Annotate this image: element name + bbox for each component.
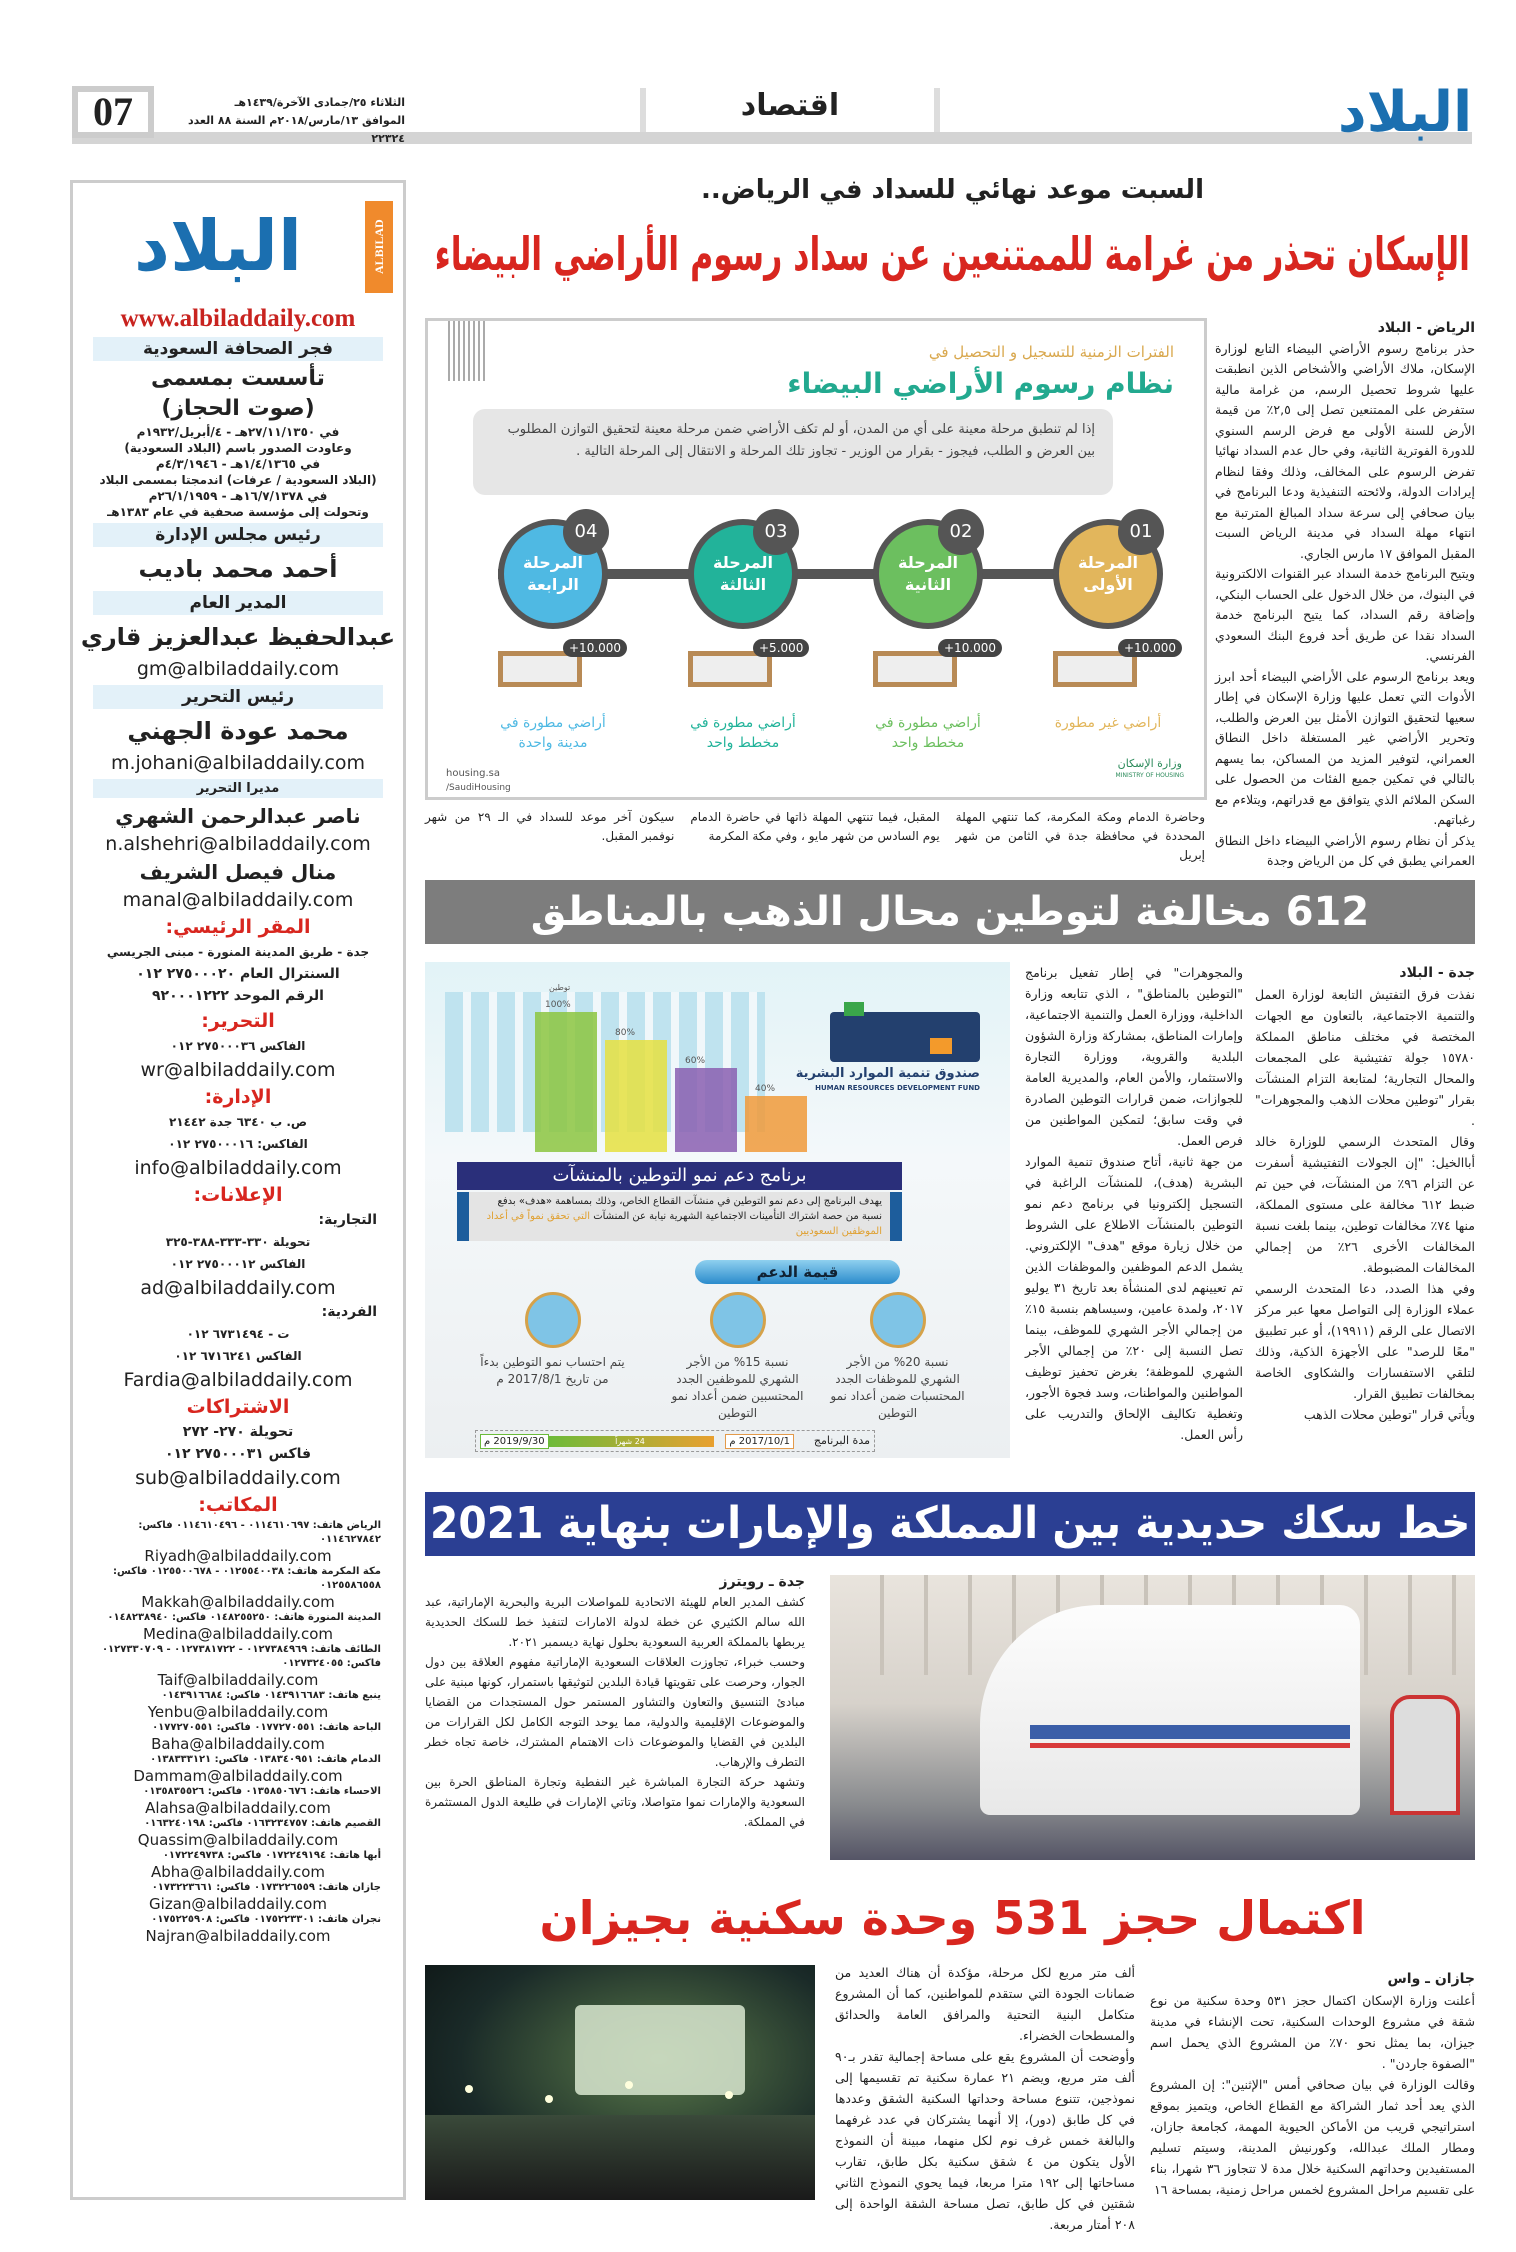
growth-bar bbox=[675, 1068, 737, 1152]
history: في ٢٧/١١/١٣٥٠هـ - ٤/أبريل/١٩٣٢م وعاودت الصدور باسم (البلاد السعودية) في ١/٤/١٣٦٥هـ - ٤/٣/١٩٤٦م (البلاد السعودية / عرفات) اندمجتا بمسمى البلاد في ١٦/٧/١٣٧٨هـ - ٢٦/١/١٩٥٩م وتحولت إلى مؤسسة صحفية في عام ١٣٨٣هـ bbox=[99, 425, 377, 519]
email-link[interactable]: info@albiladdaily.com bbox=[134, 1157, 342, 1179]
office-email[interactable]: Quassim@albiladdaily.com bbox=[137, 1831, 339, 1849]
area-badge: +10.000 bbox=[1118, 639, 1182, 657]
article3-headline: خط سكك حديدية بين المملكة والإمارات بنهاية 2021 bbox=[429, 1498, 1471, 1549]
calendar-icon bbox=[525, 1292, 581, 1348]
ministry-logo: وزارة الإسكان MINISTRY OF HOUSING bbox=[1115, 757, 1184, 779]
article2-col1: جدة - البلاد نفذت فرق التفتيش التابعة لوزارة العمل والتنمية الاجتماعية، بالتعاون مع الجهات المختصة في مختلف مناطق المملكة ١٥٧٨٠ جولة تفتيشية على المجمعات والمحال التجارية؛ لمتابعة التزام المنشآت بقرار "توطين محلات الذهب والمجوهرات" . وقال المتحدث الرسمي للوزارة خالد أباالخيل: "إن الجولات التفتيشية أسفرت عن التزام ٩٦٪ من المنشآت، في حين تم ضبط ٦١٢ مخالفة على مستوى المملكة، منها ٧٤٪ مخالفات توطين، بينما بلغت نسبة المخالفات الأخرى ٢٦٪ من إجمالي المخالفات المضبوطة. وفي هذا الصدد، دعا المتحدث الرسمي عملاء الوزارة إلى التواصل معها عبر مركز الاتصال على الرقم (١٩٩١١)، أو عبر تطبيق "معًا للرصد" على الأجهزة الذكية، وذلك لتلقي الاستفسارات والشكاوى الخاصة بمخالفات تطبيق القرار. ويأتي قرار "توطين محلات الذهب bbox=[1255, 965, 1475, 1422]
issue-date: الثلاثاء ٢٥/جمادى الآخرة/١٤٣٩هـ الموافق ١٣/مارس/٢٠١٨م السنة ٨٨ العدد ٢٢٣٢٤ bbox=[187, 96, 405, 145]
office-email[interactable]: Riyadh@albiladdaily.com bbox=[144, 1547, 332, 1565]
land-type: أراضي مطورة في مخطط واحد bbox=[690, 715, 796, 751]
email-link[interactable]: ad@albiladdaily.com bbox=[140, 1277, 336, 1299]
office-email[interactable]: Gizan@albiladdaily.com bbox=[149, 1895, 327, 1913]
website-link[interactable]: www.albiladdaily.com bbox=[120, 305, 356, 332]
office-phone: نجران هاتف: ٠١٧٥٢٢٣٣٠١ فاكس: ٠١٧٥٢٢٥٩٠٨ bbox=[151, 1914, 381, 1925]
office-phone: جازان هاتف: ٠١٧٣٢٢٦٥٥٩ فاكس: ٠١٧٣٢٢٣٦٦١ bbox=[151, 1882, 381, 1893]
office-phone: الدمام هاتف: ٠١٣٨٣٤٠٩٥١ فاكس: ٠١٣٨٣٣٣١٢١ bbox=[150, 1754, 381, 1765]
support-item: نسبة 15% من الأجر الشهري للموظفين الجدد المحتسبين ضمن أعداد نمو التوطين bbox=[671, 1355, 804, 1420]
phase-circle: المرحلة الرابعة bbox=[498, 519, 608, 629]
bar-label: 60% bbox=[685, 1056, 706, 1066]
office-email[interactable]: Taif@albiladdaily.com bbox=[157, 1671, 319, 1689]
email-link[interactable]: manal@albiladdaily.com bbox=[122, 889, 354, 911]
office-phone: أبها هاتف: ٠١٧٢٢٤٩١٩٤ فاكس: ٠١٧٢٢٤٩٧٣٨ bbox=[162, 1850, 381, 1861]
office-email[interactable]: Dammam@albiladdaily.com bbox=[133, 1767, 343, 1785]
tagline: فجر الصحافة السعودية bbox=[93, 337, 383, 361]
program-duration: مدة البرنامج 2017/10/1 م 24 شهراً 2019/9/30 م bbox=[475, 1430, 875, 1452]
office-phone: الرياض هاتف: ٠١١٤٦١٠٦٩٧ - ٠١١٤٦١٠٤٩٦ فاكس: ٠١١٤٦٢٧٨٤٢ bbox=[138, 1520, 381, 1545]
email-link[interactable]: m.johani@albiladdaily.com bbox=[110, 752, 366, 774]
article3-body: جدة ـ رويترز كشف المدير العام للهيئة الاتحادية للمواصلات البرية والبحرية الإماراتية، عبد الله سالم الكثيري عن خطة لدولة الامارات لتنفيذ خط للسكك الحديدية يربطها بالمملكة العربية السعودية بحلول نهاية ديسمبر ٢٠٢١. وحسب خبراء، تجاوزت العلاقات السعودية الإماراتية مفهوم العلاقة بين دول الجوار، وحرصت على تقويتها قيادة البلدين لتوثيقها باستمرار، كونها مبنية على مبادئ التنسيق والتعاون والتشاور المستمر حول المستجدات من القضايا والموضوعات الإقليمية والدولية، مما يوحد التوجه الكامل لكل القرارات من البلدين في القضايا والموضوعات ذات الاهتمام المشترك، خاصة تجاه خطر التطرف والإرهاب. وتشهد حركة التجارة المباشرة غير النفطية وتجارة المناطق الحرة بين السعودية والإمارات نموا متواصلا، وتاتي الإمارات في طليعة الدول المستثمرة في المملكة. bbox=[425, 1574, 805, 1829]
train-icon bbox=[980, 1605, 1360, 1815]
train-photo bbox=[830, 1575, 1475, 1860]
area-badge: +10.000 bbox=[563, 639, 627, 657]
hrdf-logo-icon bbox=[830, 1012, 980, 1062]
office-email[interactable]: Alahsa@albiladdaily.com bbox=[145, 1799, 331, 1817]
bar-caption: توطين bbox=[549, 983, 571, 992]
article4-headline-box bbox=[430, 1886, 1475, 1950]
decor-icon bbox=[448, 321, 488, 381]
office-email[interactable]: Makkah@albiladdaily.com bbox=[141, 1593, 335, 1611]
hrdf-infographic: 100% 80% 60% 40% توطين صندوق تنمية الموارد البشرية HUMAN RESOURCES DEVELOPMENT FUND برنامج دعم نمو التوطين بالمنشآت يهدف البرنامج إلى دعم نمو التوطين في منشآت القطاع الخاص، وذلك بمساهمة «هدف» بدفع نسبة من حصة اشتراك التأمينات الاجتماعية الشهرية نيابة عن المنشآت التي تحقق نمواً في أعداد الموظفين السعوديين قيمة الدعم نسبة 20% من الأجر الشهري للموظفات الجدد المحتسبات ضمن أعداد نمو التوطين نسبة 15% من الأجر الشهري للموظفين الجدد المحتسبين ضمن أعداد نمو التوطين يتم احتساب نمو التوطين بدءاً من تاريخ 2017/8/1 م مدة البرنامج 2017/10/1 م 24 شهراً 2019/9/30 م bbox=[425, 962, 1010, 1458]
office-email[interactable]: Baha@albiladdaily.com bbox=[151, 1735, 325, 1753]
note-box: إذا لم تنطبق مرحلة معينة على أي من المدن، أو لم تكف الأراضي ضمن مرحلة معينة لتحقيق التوازن المطلوب بين العرض و الطلب، فيجوز - بقرار من الوزير - تجاوز تلك المرحلة و الانتقال إلى المرحلة التالية . bbox=[473, 409, 1113, 495]
growth-bar bbox=[535, 1012, 597, 1152]
growth-bar bbox=[745, 1096, 807, 1152]
support-item: نسبة 20% من الأجر الشهري للموظفات الجدد المحتسبات ضمن أعداد نمو التوطين bbox=[830, 1355, 965, 1420]
office-email[interactable]: Najran@albiladdaily.com bbox=[145, 1927, 331, 1945]
office-phone: ينبع هاتف: ٠١٤٣٩١٦٦٨٣ فاكس: ٠١٤٣٩١٦٦٨٤ bbox=[161, 1690, 381, 1701]
phase-circle: المرحلة الثانية bbox=[873, 519, 983, 629]
page-number: 07 bbox=[72, 86, 154, 138]
article4-col2: ألف متر مربع لكل مرحلة، مؤكدة أن هناك العديد من ضمانات الجودة التي ستقدم للمواطنين، كما أن المشروع متكامل البنية التحتية والمرافق العامة والحدائق والمسطحات الخضراء. وأوضحت أن المشروع يقع على مساحة إجمالية تقدر بـ٩٠ ألف متر مربع، ويضم ٢١ عمارة سكنية تم تقسيمها إلى نموذجين، تتنوع مساحة وحداتها السكنية الشقق وعددها في كل طابق (دور)، إلا أنهما يشتركان في عدد غرفهما والبالغة خمس غرف نوم لكل منهما، مبينة أن النموذج الأول يتكون من ٤ شقق سكنية بكل طابق، تقارب مساحاتها إلى ١٩٢ مترا مربعا، فيما يحوي النموذج الثاني شقتين في كل طابق، تصل مساحة الشقة الواحدة إلى ٢٠٨ أمتار مربعة. bbox=[835, 1965, 1135, 2232]
office-email[interactable]: Abha@albiladdaily.com bbox=[150, 1863, 325, 1881]
support-item: يتم احتساب نمو التوطين بدءاً من تاريخ 2017/8/1 م bbox=[480, 1355, 625, 1386]
bar-label: 100% bbox=[545, 1000, 571, 1010]
email-link[interactable]: n.alshehri@albiladdaily.com bbox=[105, 833, 371, 855]
masthead-logo: البلاد bbox=[1337, 80, 1473, 145]
article4-headline: اكتمال حجز 531 وحدة سكنية بجيزان bbox=[539, 1891, 1366, 1945]
male-employee-icon bbox=[710, 1292, 766, 1348]
office-phone: الاحساء هاتف: ٠١٣٥٨٥٠٦٧٦ فاكس: ٠١٣٥٨٣٥٥٢٦ bbox=[143, 1786, 381, 1797]
article1-continued: وحاضرة الدمام ومكة المكرمة، كما تنتهي المهلة المحددة في محافظة جدة في الثامن من شهر إبريل المقبل، فيما تنتهي المهلة ذاتها في حاضرة الدمام يوم السادس من شهر مايو ، وفي مكة المكرمة سيكون آخر موعد للسداد في الـ ٢٩ من شهر نوفمبر المقبل. bbox=[425, 810, 1205, 862]
office-phone: الباحة هاتف: ٠١٧٧٢٧٠٥٥١ فاكس: ٠١٧٧٢٧٠٥٥١ bbox=[152, 1722, 381, 1733]
article2-col2: والمجوهرات" في إطار تفعيل برنامج "التوطين بالمناطق" ، الذي تتابعه وزارة الداخلية، ووزارة العمل والتنمية الاجتماعية، وإمارات المناطق، بمشاركة وزارة الشؤون البلدية والقروية، ووزارة التجارة والاستثمار، والأمن العام، والمديرية العامة للجوازات، ضمن قرارات التوطين الصادرة في وقت سابق؛ لتمكين المواطنين من فرص العمل. من جهة ثانية، أتاح صندوق تنمية الموارد البشرية (هدف)، للمنشآت الراغبة في التسجيل إلكترونيا في برنامج دعم نمو التوطين بالمنشآت الاطلاع على الشروط من خلال زيارة موقع "هدف" الإلكتروني. يشمل الدعم الموظفين والموظفات الذين تم تعيينهم لدى المنشأة بعد تاريخ ٣١ يوليو ٢٠١٧، ولمدة عامين، وسيساهم بنسبة ١٥٪ من إجمالي الأجر الشهري للموظف، بينما تصل النسبة إلى ٢٠٪ من إجمالي الأجر الشهري للموظفة؛ بغرض تحفيز توظيف المواطنين والمواطنات، وسد فجوة الأجور، وتغطية تكاليف الإلحاق والتدريب على رأس العمل. bbox=[1025, 965, 1243, 1442]
article3-headline-box bbox=[425, 1492, 1475, 1556]
section-title: اقتصاد bbox=[640, 88, 940, 132]
area-badge: +5.000 bbox=[753, 639, 809, 657]
office-phone: الطائف هاتف: ٠١٢٧٣٨٤٩٦٩ - ٠١٢٧٣٨١٧٢٢ - ٠١٢٧٣٣٠٧٠٩ فاكس: ٠١٢٧٣٢٤٠٥٥ bbox=[101, 1644, 381, 1669]
office-phone: مكة المكرمة هاتف: ٠١٢٥٥٤٠٠٣٨ - ٠١٢٥٥٠٠٦٧٨ فاكس: ٠١٢٥٥٨٦٥٥٨ bbox=[113, 1566, 381, 1591]
phase-number: 01 bbox=[1118, 509, 1164, 555]
bar-label: 80% bbox=[615, 1028, 636, 1038]
office-email[interactable]: Medina@albiladdaily.com bbox=[142, 1625, 334, 1643]
article2-headline: 612 مخالفة لتوطين محال الذهب بالمناطق bbox=[530, 889, 1370, 935]
article4-col1: جازان ـ واس أعلنت وزارة الإسكان اكتمال حجز ٥٣١ وحدة سكنية من نوع شقة في مشروع الوحدات السكنية، تحت الإنشاء في مدينة جيزان، بما يمثل نحو ٧٠٪ من المشروع الذي يحمل اسم "الصفوة جاردن" . وقالت الوزارة في بيان صحافي أمس "الإثنين": إن المشروع الذي يعد أحد ثمار الشراكة مع القطاع الخاص، ويتميز بموقع استراتيجي قريب من الأماكن الحيوية المهمة، كجامعة جازان، ومطار الملك عبدالله، وكورنيش المدينة، وسيتم تسليم المستفيدين وحداتهم السكنية خلال مدة لا تتجاوز ٣٦ شهرا، بناء على تقسيم مراحل المشروع لخمس مراحل زمنية، بمساحة ١٦ bbox=[1150, 1971, 1475, 2197]
female-employee-icon bbox=[870, 1292, 926, 1348]
bar-label: 40% bbox=[755, 1084, 776, 1094]
article1-kicker: السبت موعد نهائي للسداد في الرياض.. bbox=[700, 175, 1204, 205]
office-email[interactable]: Yenbu@albiladdaily.com bbox=[147, 1703, 329, 1721]
sidebar-logo: البلاد ALBILAD bbox=[79, 191, 397, 301]
growth-bar bbox=[605, 1040, 667, 1152]
duration-bar: 24 شهراً bbox=[546, 1436, 714, 1447]
email-link[interactable]: sub@albiladdaily.com bbox=[135, 1467, 341, 1489]
phase-number: 02 bbox=[938, 509, 984, 555]
phase-number: 04 bbox=[563, 509, 609, 555]
land-type: أراضي مطورة في مدينة واحدة bbox=[500, 715, 606, 751]
article1-headline: الإسكان تحذر من غرامة للممتنعين عن سداد رسوم الأراضي البيضاء bbox=[434, 227, 1471, 281]
office-phone: القصيم هاتف: ٠١٦٣٢٣٤٧٥٧ فاكس: ٠١٦٣٢٤٠١٩٨ bbox=[144, 1818, 381, 1829]
offices-list bbox=[79, 1519, 397, 1945]
masthead-sidebar: البلاد ALBILAD www.albiladdaily.com فجر الصحافة السعودية تأسست بمسمى (صوت الحجاز) في ٢٧/١١/١٣٥٠هـ - ٤/أبريل/١٩٣٢م وعاودت الصدور باسم (البلاد السعودية) في ١/٤/١٣٦٥هـ - ٤/٣/١٩٤٦م (البلاد السعودية / عرفات) اندمجتا بمسمى البلاد في ١٦/٧/١٣٧٨هـ - ٢٦/١/١٩٥٩م وتحولت إلى مؤسسة صحفية في عام ١٣٨٣هـ رئيس مجلس الإدارة أحمد محمد باديب المدير العام عبدالحفيظ عبدالعزيز قاري gm@albiladdaily.com رئيس التحرير محمد عودة الجهني m.johani@albiladdaily.com مديرا التحرير ناصر عبدالرحمن الشهري n.alshehri@albiladdaily.com منال فيصل الشريف manal@albiladdaily.com المقر الرئيسي: جدة - طريق المدينة المنورة - مبنى الجريسي السنترال العام ٢٧٥٠٠٠٢٠ ٠١٢ الرقم الموحد ٩٢٠٠٠١٢٢٢ التحرير: الفاكس ٢٧٥٠٠٠٣٦ ٠١٢ wr@albiladdaily.com الإدارة: ص. ب ٦٣٤٠ جدة ٢١٤٤٢ الفاكس: ٢٧٥٠٠٠١٦ ٠١٢ info@albiladdaily.com الإعلانات: التجارية: تحويلة ٣٣٠-٣٣٣-٣٨٨-٣٢٥ الفاكس ٢٧٥٠٠٠١٢ ٠١٢ ad@albiladdaily.com الفردية: ت - ٦٧٣١٤٩٤ ٠١٢ الفاكس ٦٧١٦٢٤١ ٠١٢ Fardia@albiladdaily.com الاشتراكات تحويلة ٢٧٠- ٢٧٢ فاكس ٢٧٥٠٠٠٣١ ٠١٢ sub@albiladdaily.com المكاتب: الرياض هاتف: ٠١١٤٦١٠٦٩٧ - ٠١١٤٦١٠٤٩٦ فاكس: ٠١١٤٦٢٧٨٤٢ Riyadh@albiladdaily.com مكة المكرمة هاتف: ٠١٢٥٥٤٠٠٣٨ - ٠١٢٥٥٠٠٦٧٨ فاكس: ٠١٢٥٥٨٦٥٥٨ Makkah@albiladdaily.com المدينة المنورة هاتف: ٠١٤٨٢٥٥٢٥٠ فاكس: ٠١٤٨٢٣٨٩٤٠ Medina@albiladdaily.com الطائف هاتف: ٠١٢٧٣٨٤٩٦٩ - ٠١٢٧٣٨١٧٢٢ - ٠١٢٧٣٣٠٧٠٩ فاكس: ٠١٢٧٣٢٤٠٥٥ Taif@albiladdaily.com ينبع هاتف: ٠١٤٣٩١٦٦٨٣ فاكس: ٠١٤٣٩١٦٦٨٤ Yenbu@albiladdaily.com الباحة هاتف: ٠١٧٧٢٧٠٥٥١ فاكس: ٠١٧٧٢٧٠٥٥١ Baha@albiladdaily.com الدمام هاتف: ٠١٣٨٣٤٠٩٥١ فاكس: ٠١٣٨٣٣٣١٢١ Dammam@albiladdaily.com الاحساء هاتف: ٠١٣٥٨٥٠٦٧٦ فاكس: ٠١٣٥٨٣٥٥٢٦ Alahsa@albiladdaily.com القصيم هاتف: ٠١٦٣٢٣٤٧٥٧ فاكس: ٠١٦٣٢٤٠١٩٨ Quassim@albiladdaily.com أبها هاتف: ٠١٧٢٢٤٩١٩٤ فاكس: ٠١٧٢٢٤٩٧٣٨ Abha@albiladdaily.com جازان هاتف: ٠١٧٣٢٢٦٥٥٩ فاكس: ٠١٧٣٢٢٣٦٦١ Gizan@albiladdaily.com نجران هاتف: ٠١٧٥٢٢٣٣٠١ فاكس: ٠١٧٥٢٢٥٩٠٨ Najran@albiladdaily.com bbox=[70, 180, 406, 2200]
phase-circle: المرحلة الأولى bbox=[1053, 519, 1163, 629]
land-type: أراضي مطورة في مخطط واحد bbox=[875, 715, 981, 751]
area-badge: +10.000 bbox=[938, 639, 1002, 657]
article1-body: الرياض - البلاد حذر برنامج رسوم الأراضي البيضاء التابع لوزارة الإسكان، ملاك الأراضي والأشخاص الذين انطبقت عليها شروط تحصيل الرسم، من غرامة مالية ستفرض على الممتنعين تصل إلى ٢,٥٪ من قيمة الأرض للسنة الأولى مع فرض الرسم السنوي للدورة الفوترية الثانية، وفي حال عدم السداد نهائيا تفرض الرسوم على المخالف، وذلك وفقا لنظام إيرادات الدولة، ولائحته التنفيذية ودعا البرنامج في بيان صحافي إلى سرعة سداد المبالغ المترتبة مع انتهاء مهلة السداد في مدينة الرياض السبت المقبل الموافق ١٧ مارس الجاري. ويتيح البرنامج خدمة السداد عبر القنوات الالكترونية في البنوك، من خلال الدخول على الحساب البنكي، وإضافة رقم السداد، كما يتيح البرنامج خدمة السداد نقدا عن طريق أحد فروع البنك السعودي الفرنسي. ويعد برنامج الرسوم على الأراضي البيضاء أحد ابرز الأدوات التي تعمل عليها وزارة الإسكان في إطار سعيها لتحقيق التوازن الأمثل بين العرض والطلب، وتحرير الأراضي غير المستغلة داخل النطاق العمراني، لتوفير المزيد من المساكن، بما يسهم بالتالي في تمكين جميع الفئات من الحصول على السكن الملائم الذي يتوافق مع قدراتهم، ويتلاءم مع رغباتهم. يذكر أن نظام رسوم الأراضي البيضاء داخل النطاق العمراني يطبق في كل من الرياض وجدة bbox=[1215, 320, 1475, 868]
phase-number: 03 bbox=[753, 509, 799, 555]
land-type: أراضي غير مطورة bbox=[1054, 715, 1162, 731]
office-phone: المدينة المنورة هاتف: ٠١٤٨٢٥٥٢٥٠ فاكس: ٠١٤٨٢٣٨٩٤٠ bbox=[107, 1612, 381, 1623]
housing-project-photo bbox=[425, 1965, 815, 2200]
white-land-infographic: الفترات الزمنية للتسجيل و التحصيل في نظام رسوم الأراضي البيضاء إذا لم تنطبق مرحلة معينة على أي من المدن، أو لم تكف الأراضي ضمن مرحلة معينة لتحقيق التوازن المطلوب بين العرض و الطلب، فيجوز - بقرار من الوزير - تجاوز تلك المرحلة و الانتقال إلى المرحلة التالية . المرحلة الأولى 01 +10.000 أراضي غير مطورة المرحلة الثانية 02 +10.000 أراضي مطورة في مخطط واحد المرحلة الثالثة 03 +5.000 أراضي مطورة في مخطط واحد المرحلة الرابعة 04 +10.000 أراضي مطورة في مدينة واحدة housing.sa /SaudiHousing وزارة الإسكان MINISTRY OF HOUSING bbox=[425, 318, 1207, 800]
article2-headline-box bbox=[425, 880, 1475, 944]
email-link[interactable]: gm@albiladdaily.com bbox=[136, 658, 340, 680]
article1-headline-box bbox=[430, 222, 1475, 286]
email-link[interactable]: wr@albiladdaily.com bbox=[140, 1059, 336, 1081]
phase-circle: المرحلة الثالثة bbox=[688, 519, 798, 629]
program-description: يهدف البرنامج إلى دعم نمو التوطين في منشآت القطاع الخاص، وذلك بمساهمة «هدف» بدفع نسبة من حصة اشتراك التأمينات الاجتماعية الشهرية نيابة عن المنشآت التي تحقق نمواً في أعداد الموظفين السعوديين bbox=[457, 1192, 902, 1241]
social-icons: /SaudiHousing bbox=[446, 783, 511, 793]
email-link[interactable]: Fardia@albiladdaily.com bbox=[123, 1369, 353, 1391]
